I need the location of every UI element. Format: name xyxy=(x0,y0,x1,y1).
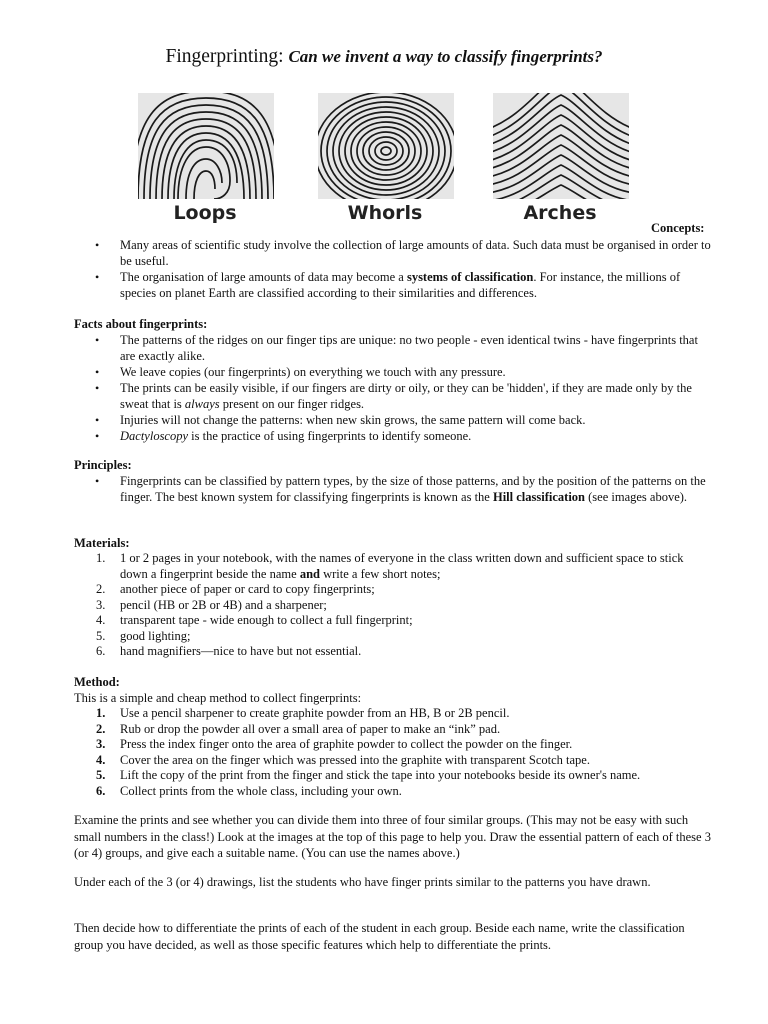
list-item: • The prints can be easily visible, if our fingers are dirty or oily, or they can be 'hidden', if they are made only by the sweat that is always present on our finger ridges. xyxy=(74,380,714,412)
facts-section xyxy=(74,316,714,444)
arch-print xyxy=(485,88,635,230)
list-item: • Fingerprints can be classified by pattern types, by the size of those patterns, and by the position of the patterns on the finger. The best known system for classifying fingerprints is known as the Hill classification (see images above). xyxy=(74,473,714,505)
facts-list xyxy=(74,332,714,444)
list-item: 2. another piece of paper or card to copy fingerprints; xyxy=(96,582,375,596)
paragraph-differentiate: Then decide how to differentiate the prints of each of the student in each group. Beside each name, write the classification group you have decided, as well as those specific features which help to differentiate the prints. xyxy=(74,921,685,952)
list-item: 2. Rub or drop the powder all over a small area of paper to make an “ink” pad. xyxy=(96,721,501,736)
list-item: 3. Press the index finger onto the area of graphite powder to collect the powder on the finger. xyxy=(96,737,573,751)
materials-section xyxy=(74,535,714,660)
fingerprint-images xyxy=(130,88,640,230)
loop-fingerprint-icon xyxy=(138,93,274,199)
list-item: 6. hand magnifiers—nice to have but not essential. xyxy=(96,644,362,658)
whorl-fingerprint-icon xyxy=(318,93,454,199)
paragraph-examine: Examine the prints and see whether you can divide them into three of four similar groups. (This may not be easy with such small numbers in the class!) Look at the images at the top of this page to help you. Draw the essential pattern of each of these 3 (or 4) groups, and give each a suitable name. (You can use the names above.) xyxy=(74,813,711,860)
list-item: 4. Cover the area on the finger which was pressed into the graphite with transparent Scotch tape. xyxy=(96,752,590,767)
arch-fingerprint-icon xyxy=(493,93,629,199)
principles-heading: Principles: xyxy=(74,458,132,472)
method-section xyxy=(74,674,714,799)
list-item: • Many areas of scientific study involve the collection of large amounts of data. Such data must be organised in order to be useful. xyxy=(74,237,714,269)
title-subtitle: Can we invent a way to classify fingerprints? xyxy=(288,47,603,66)
paragraph-under-drawings: Under each of the 3 (or 4) drawings, list the students who have finger prints similar to the patterns you have drawn. xyxy=(74,875,651,889)
list-item: • The organisation of large amounts of data may become a systems of classification. For instance, the millions of species on planet Earth are classified according to their similarities and differences. xyxy=(74,269,714,301)
list-item: 5. Lift the copy of the print from the finger and stick the tape into your notebooks beside its owner's name. xyxy=(96,768,641,782)
page-title xyxy=(0,44,768,70)
materials-heading: Materials: xyxy=(74,536,130,550)
list-item: 4. transparent tape - wide enough to collect a full fingerprint; xyxy=(96,613,413,627)
print-label-whorls: Whorls xyxy=(347,202,423,224)
method-intro: This is a simple and cheap method to collect fingerprints: xyxy=(74,691,362,705)
title-main: Fingerprinting: xyxy=(165,46,284,67)
list-item: • Dactyloscopy is the practice of using fingerprints to identify someone. xyxy=(74,428,714,444)
list-item: • We leave copies (our fingerprints) on everything we touch with any pressure. xyxy=(74,364,714,380)
concepts-list xyxy=(74,237,714,301)
method-list xyxy=(74,706,714,799)
concepts-section xyxy=(74,237,714,301)
loop-print xyxy=(130,88,280,230)
whorl-print xyxy=(310,88,460,230)
print-label-arches: Arches xyxy=(523,202,597,224)
concepts-heading: Concepts: xyxy=(651,221,705,235)
facts-heading: Facts about fingerprints: xyxy=(74,317,208,331)
method-heading: Method: xyxy=(74,675,120,689)
list-item: 3. pencil (HB or 2B or 4B) and a sharpener; xyxy=(96,597,327,612)
list-item: • The patterns of the ridges on our finger tips are unique: no two people - even identical twins - have fingerprints that are exactly alike. xyxy=(74,332,714,364)
print-label-loops: Loops xyxy=(173,202,237,224)
list-item: • Injuries will not change the patterns: when new skin grows, the same pattern will come back. xyxy=(74,412,714,428)
list-item: 6. Collect prints from the whole class, including your own. xyxy=(96,783,402,798)
list-item: 1. Use a pencil sharpener to create graphite powder from an HB, B or 2B pencil. xyxy=(96,706,510,720)
materials-list xyxy=(74,551,714,660)
principles-list xyxy=(74,473,714,505)
list-item: 5. good lighting; xyxy=(96,628,191,643)
principles-section xyxy=(74,457,714,505)
list-item: 1. 1 or 2 pages in your notebook, with the names of everyone in the class written down and sufficient space to stick down a fingerprint beside the name and write a few short notes; xyxy=(96,551,684,581)
